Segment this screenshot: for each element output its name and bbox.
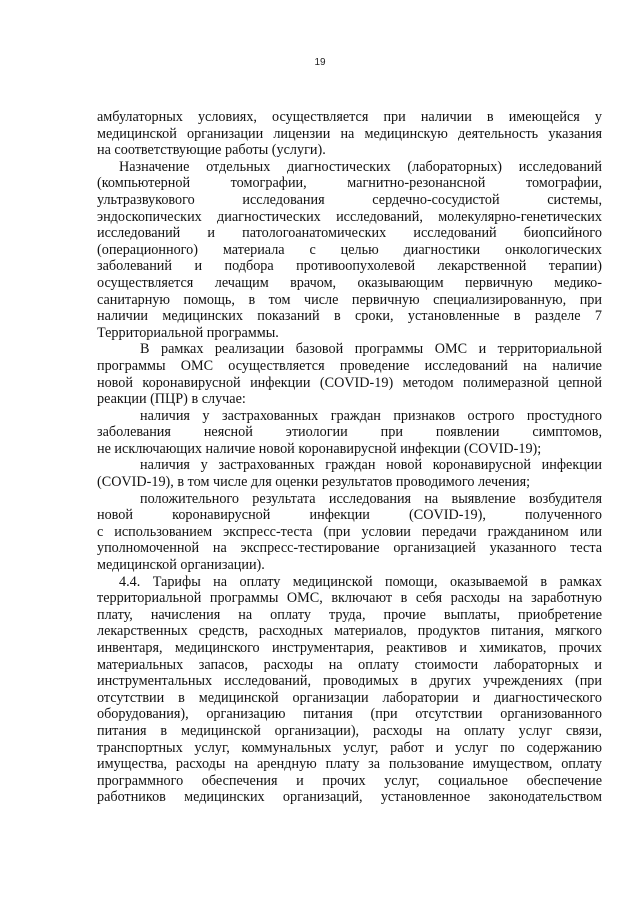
text-line: наличии медицинских показаний в сроки, установленные в разделе 7	[97, 308, 602, 325]
text-line: медицинской организации).	[97, 557, 265, 574]
text-line: Территориальной программы.	[97, 324, 279, 341]
text-line: (компьютерной томографии, магнитно-резонансной томографии,	[97, 175, 602, 192]
text-line: питания в медицинской организации), расходы на оплату услуг связи,	[97, 722, 602, 739]
text-line: инвентаря, медицинского инструментария, реактивов и химикатов, прочих	[97, 640, 602, 656]
page-number: 19	[314, 57, 326, 68]
text-line: уполномоченной на экспресс-тестирование организацией указанного теста	[97, 540, 602, 557]
text-line: работников медицинских организаций, установленное законодательством	[97, 789, 602, 806]
text-line: инструментальных исследований, проводимых в других учреждениях (при	[97, 673, 602, 690]
text-line: оборудования), организацию питания (при отсутствии организованного	[97, 706, 602, 723]
text-line: 4.4. Тарифы на оплату медицинской помощи, оказываемой в рамках	[119, 573, 602, 590]
text-line: не исключающих наличие новой коронавирусной инфекции (COVID-19);	[97, 440, 542, 457]
text-line: заболеваний и подбора противоопухолевой лекарственной терапии)	[97, 258, 602, 275]
text-line: программы ОМС осуществляется проведение исследований на наличие	[97, 357, 602, 374]
text-line: лекарственных средств, расходных материалов, продуктов питания, мягкого	[97, 623, 602, 640]
text-line: материальных запасов, расходы на оплату стоимости лабораторных и	[97, 656, 602, 673]
text-line: Назначение отдельных диагностических (лабораторных) исследований	[119, 158, 602, 175]
text-line: реакции (ПЦР) в случае:	[97, 391, 246, 408]
text-line: территориальной программы ОМС, включают в себя расходы на заработную	[97, 590, 602, 607]
body-text	[97, 109, 602, 806]
text-line: санитарную помощь, в том числе первичную специализированную, при	[97, 291, 602, 308]
text-line: отсутствии в медицинской организации лаборатории и диагностического	[97, 689, 602, 706]
text-line: плату, начисления на оплату труда, прочие выплаты, приобретение	[97, 606, 602, 623]
text-line: исследований и патологоанатомических исследований биопсийного	[97, 225, 602, 242]
text-line: имущества, расходы на арендную плату за пользование имуществом, оплату	[97, 756, 602, 773]
text-line: ультразвукового исследования сердечно-сосудистой системы,	[97, 191, 602, 208]
text-line: амбулаторных условиях, осуществляется при наличии в имеющейся у	[97, 109, 602, 125]
text-line: медицинской организации лицензии на медицинскую деятельность указания	[97, 125, 602, 142]
text-line: наличия у застрахованных граждан новой коронавирусной инфекции	[140, 457, 602, 474]
text-line: наличия у застрахованных граждан признаков острого простудного	[140, 407, 602, 424]
text-line: осуществляется лечащим врачом, оказывающим первичную медико-	[97, 274, 602, 291]
text-line: с использованием экспресс-теста (при условии передачи гражданином или	[97, 523, 602, 540]
text-line: новой коронавирусной инфекции (COVID-19) методом полимеразной цепной	[97, 374, 602, 391]
text-line: положительного результата исследования на выявление возбудителя	[140, 490, 602, 507]
text-line: (операционного) материала с целью диагностики онкологических	[97, 241, 602, 258]
text-line: заболевания неясной этиологии при появлении симптомов,	[97, 424, 602, 441]
text-line: эндоскопических диагностических исследований, молекулярно-генетических	[97, 208, 602, 225]
text-line: (COVID-19), в том числе для оценки результатов проводимого лечения;	[97, 474, 531, 491]
text-line: транспортных услуг, коммунальных услуг, работ и услуг по содержанию	[97, 739, 602, 756]
text-line: новой коронавирусной инфекции (COVID-19), полученного	[97, 507, 602, 524]
text-line: программного обеспечения и прочих услуг, социальное обеспечение	[97, 772, 602, 789]
text-line: на соответствующие работы (услуги).	[97, 142, 326, 159]
text-line: В рамках реализации базовой программы ОМС и территориальной	[140, 341, 602, 358]
